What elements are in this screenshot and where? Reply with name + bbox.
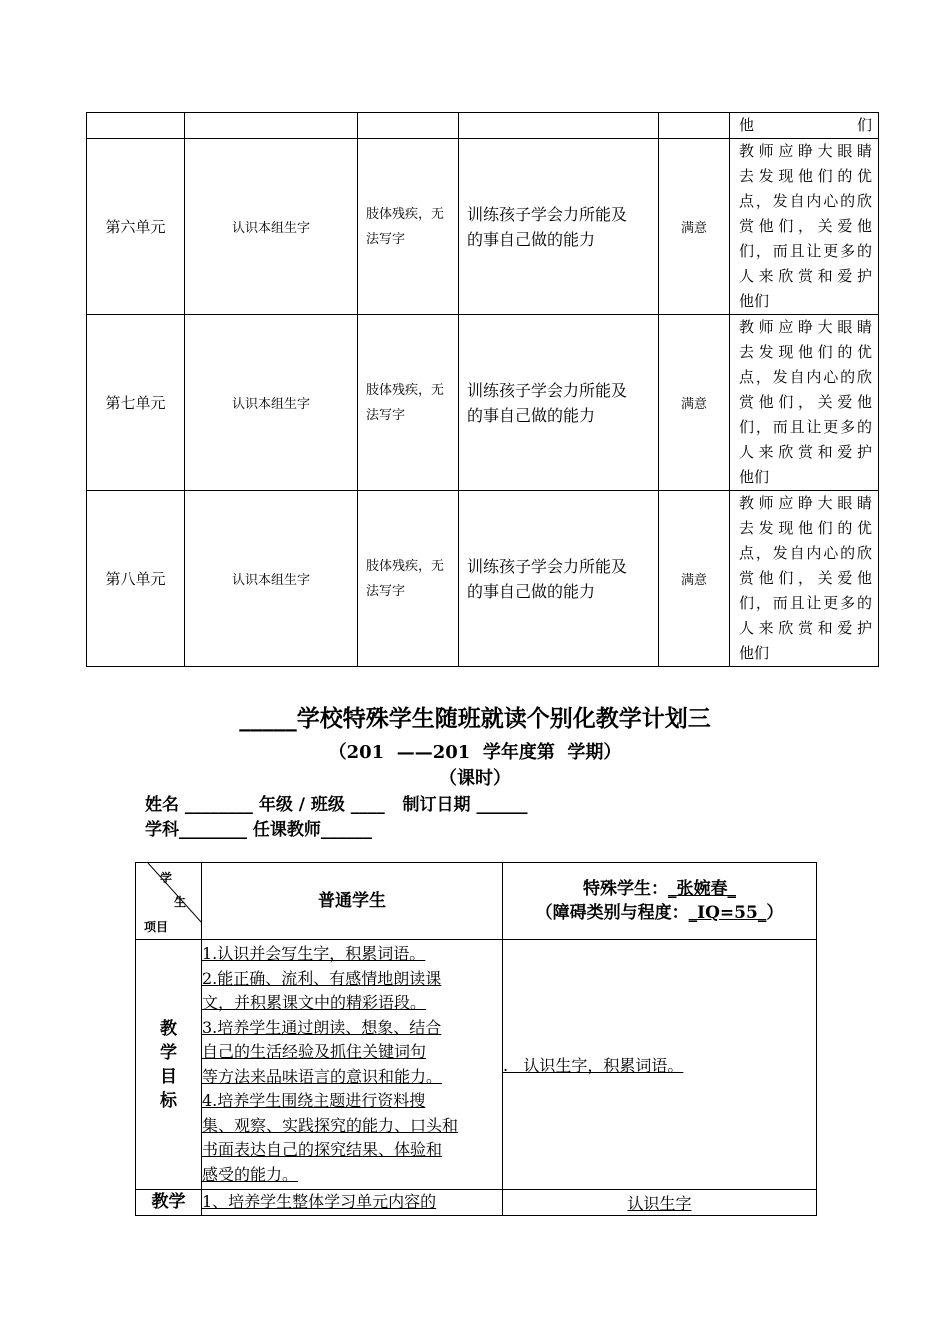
goal-line: 1.认识并会写生字，积累词语。 <box>202 944 426 963</box>
cell-line: 教师应睁大眼睛 <box>739 318 872 336</box>
cell-line: 的事自己做的能力 <box>467 405 596 425</box>
disability-cell <box>358 491 459 667</box>
normal-student-goals <box>202 940 503 1190</box>
teaching-goals-label <box>136 940 202 1190</box>
reflection-cell: 他们 <box>730 113 879 139</box>
cell-line: 赏他们，关爱他 <box>739 217 872 235</box>
table-row <box>87 113 879 139</box>
goal-line: 自己的生活经验及抓住关键词句 <box>202 1042 427 1061</box>
cell-line: 去发现他们的优 <box>739 167 872 185</box>
goal-line: 集、观察、实践探究的能力、口头和 <box>202 1115 459 1135</box>
cell-line: 点，发自内心的欣 <box>739 368 872 386</box>
unit-plan-table <box>86 112 879 667</box>
cell-line: 法写字 <box>366 407 406 423</box>
subject-teacher-line: 学科________ 任课教师______ <box>145 820 372 840</box>
evaluation-cell: 满意 <box>659 315 730 491</box>
special-student-name: _张婉春_ <box>668 879 736 899</box>
corner-top-label: 学 <box>160 871 173 885</box>
cell-line: 赏他们，关爱他 <box>739 569 872 587</box>
cell-line: 们，而且让更多的 <box>739 594 872 612</box>
label-char: 标 <box>160 1090 177 1111</box>
special-student-goals: . 认识生字，积累词语。 <box>503 940 817 1190</box>
unit-cell: 第六单元 <box>87 139 185 315</box>
cell-line: 肢体残疾，无 <box>366 558 445 574</box>
table-header-row <box>136 863 817 940</box>
goal-line: 书面表达自己的探究结果、体验和 <box>202 1140 443 1159</box>
table-row <box>87 315 879 491</box>
goal-line: 感受的能力。 <box>202 1164 299 1184</box>
evaluation-cell: 满意 <box>659 491 730 667</box>
cell-line: 的事自己做的能力 <box>467 581 596 601</box>
corner-cell <box>136 863 202 940</box>
cell-line: 人来欣赏和爱护 <box>739 619 872 637</box>
disability-type-value: _IQ=55_ <box>688 903 767 923</box>
cell-line: 去发现他们的优 <box>739 343 872 361</box>
teaching-label: 教学 <box>136 1190 202 1216</box>
cell-line: 训练孩子学会力所能及 <box>467 556 628 576</box>
content-cell: 认识本组生字 <box>185 491 358 667</box>
reflection-cell <box>730 315 879 491</box>
label-char: 教 <box>160 1018 177 1039</box>
cell-line: 赏他们，关爱他 <box>739 393 872 411</box>
unit-cell: 第八单元 <box>87 491 185 667</box>
cell-line: 他们 <box>739 292 770 310</box>
cell-line: 人来欣赏和爱护 <box>739 267 872 285</box>
normal-student-header: 普通学生 <box>202 863 503 940</box>
disability-type-end: ） <box>766 903 784 923</box>
corner-bottom-label: 项目 <box>144 920 169 934</box>
cell-line: 法写字 <box>366 583 406 599</box>
cell-line: 教师应睁大眼睛 <box>739 142 872 160</box>
evaluation-cell: 满意 <box>659 139 730 315</box>
reflection-cell <box>730 491 879 667</box>
page-title: _____学校特殊学生随班就读个别化教学计划三 <box>239 705 711 732</box>
cell-line: 肢体残疾，无 <box>366 382 445 398</box>
student-info-line: 姓名 ________ 年级 / 班级 ____ 制订日期 ______ <box>145 795 528 815</box>
unit-cell: 第七单元 <box>87 315 185 491</box>
table-row <box>87 491 879 667</box>
individual-plan-table <box>135 862 817 1216</box>
table-row <box>136 1190 817 1216</box>
content-cell: 认识本组生字 <box>185 315 358 491</box>
table-row <box>87 139 879 315</box>
disability-cell <box>358 315 459 491</box>
special-student-teaching: 认识生字 <box>503 1190 817 1216</box>
cell-line: 的事自己做的能力 <box>467 229 596 249</box>
hours-line: （课时） <box>439 768 511 789</box>
label-char: 目 <box>160 1066 177 1087</box>
cell-line: 训练孩子学会力所能及 <box>467 204 628 224</box>
goal-line: 文，并积累课文中的精彩语段。 <box>202 993 427 1012</box>
cell-line: 他们 <box>739 644 770 662</box>
goal-cell <box>459 491 659 667</box>
cell-line: 教师应睁大眼睛 <box>739 494 872 512</box>
goal-line: 等方法来品味语言的意识和能力。 <box>202 1066 443 1086</box>
goal-line: 2.能正确、流利、有感情地朗读课 <box>202 968 442 988</box>
content-cell: 认识本组生字 <box>185 139 358 315</box>
cell-line: 点，发自内心的欣 <box>739 192 872 210</box>
goal-line: 4.培养学生围绕主题进行资料搜 <box>202 1091 426 1110</box>
table-row <box>136 940 817 1190</box>
special-student-header <box>503 863 817 940</box>
goal-cell <box>459 139 659 315</box>
cell-line: 们，而且让更多的 <box>739 418 872 436</box>
special-student-label: 特殊学生： <box>583 879 668 899</box>
reflection-cell <box>730 139 879 315</box>
cell-line: 他们 <box>739 468 770 486</box>
cell-line: 肢体残疾，无 <box>366 206 445 222</box>
goal-cell <box>459 315 659 491</box>
school-year-line: （201 ——201 学年度第 学期） <box>328 742 622 763</box>
corner-middle-label: 生 <box>174 895 187 909</box>
cell-line: 们，而且让更多的 <box>739 242 872 260</box>
disability-type-label: （障碍类别与程度： <box>535 903 689 923</box>
cell-line: 人来欣赏和爱护 <box>739 443 872 461</box>
disability-cell <box>358 139 459 315</box>
goal-line: 3.培养学生通过朗读、想象、结合 <box>202 1017 442 1037</box>
label-char: 学 <box>160 1042 177 1063</box>
normal-student-teaching: 1、培养学生整体学习单元内容的 <box>202 1190 503 1216</box>
cell-line: 点，发自内心的欣 <box>739 544 872 562</box>
cell-line: 去发现他们的优 <box>739 519 872 537</box>
cell-line: 训练孩子学会力所能及 <box>467 380 628 400</box>
cell-line: 法写字 <box>366 231 406 247</box>
